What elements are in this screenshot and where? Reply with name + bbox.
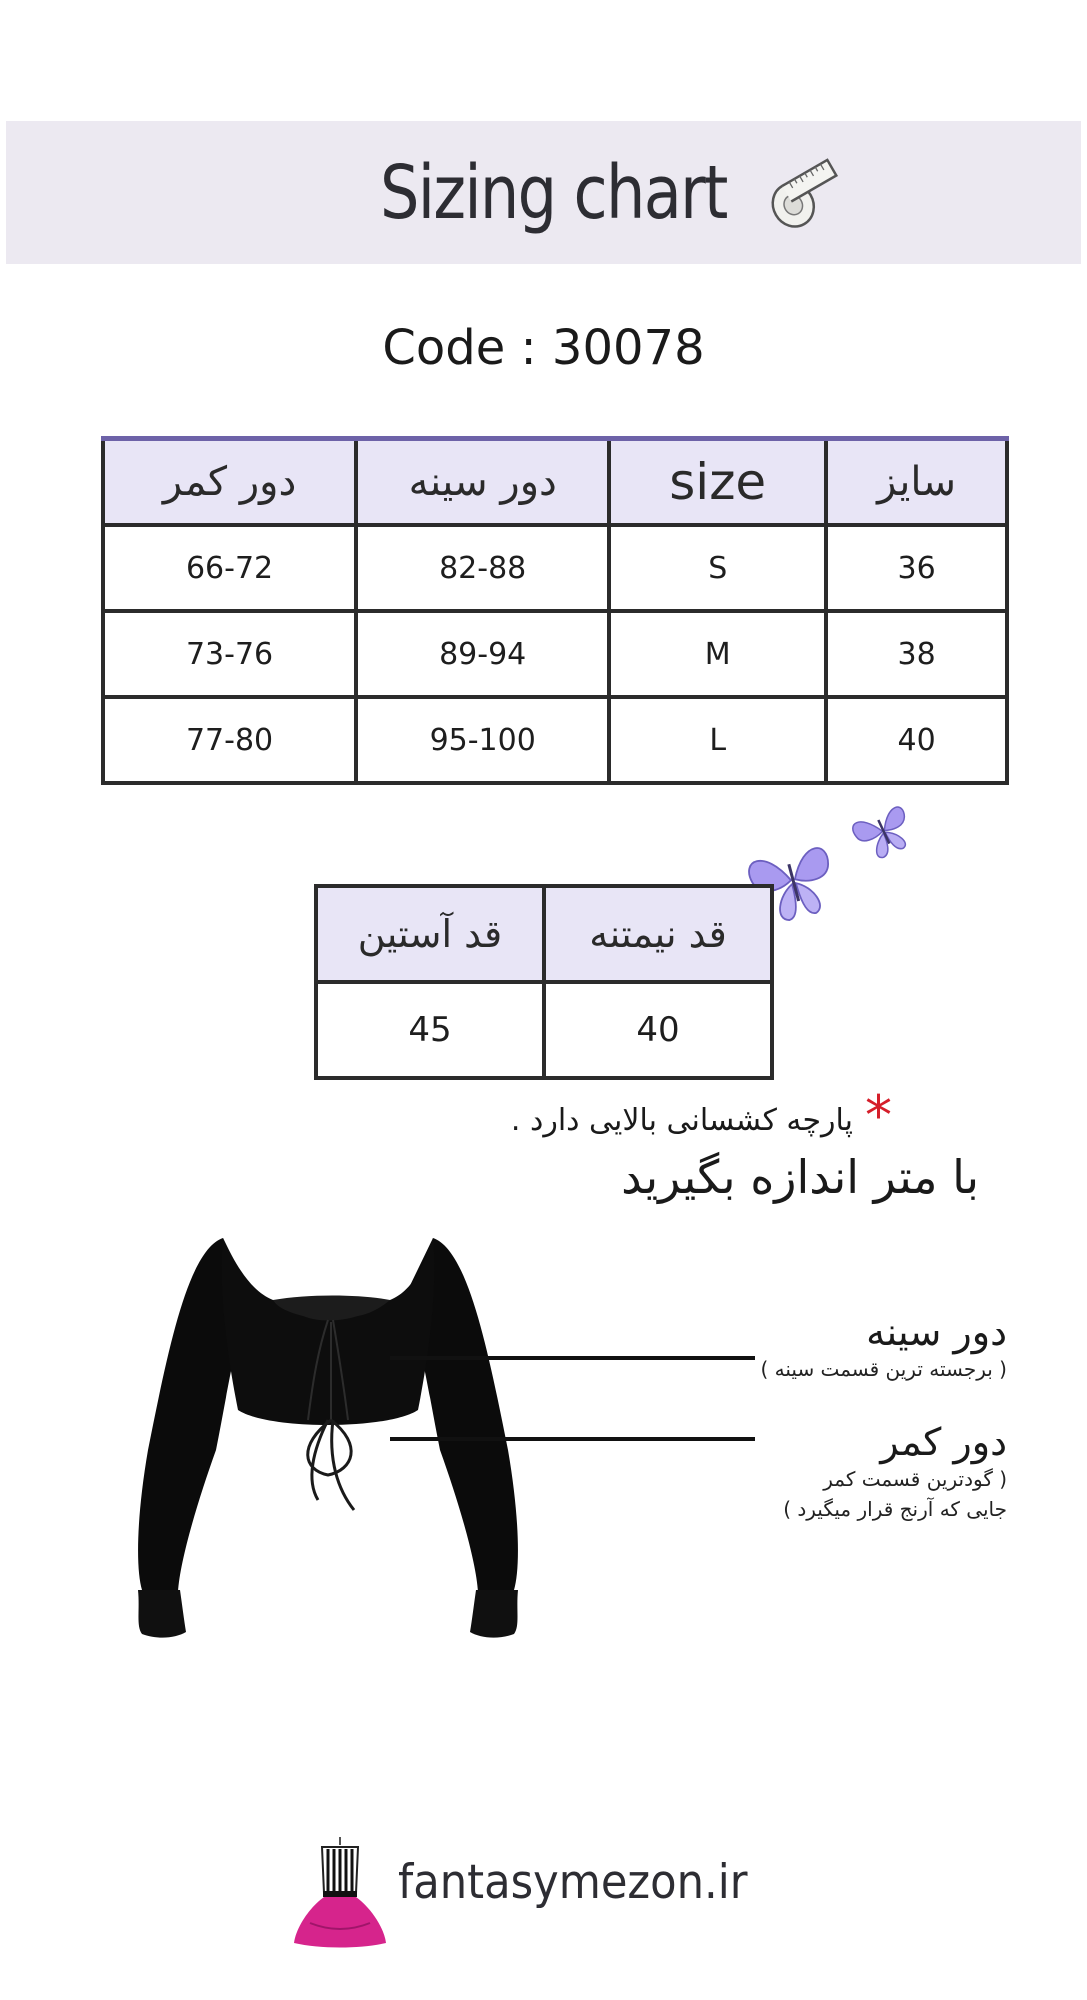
cell-chest: 89-94	[356, 611, 609, 697]
table-row	[103, 525, 1007, 611]
chest-line	[390, 1356, 755, 1360]
table-row	[103, 611, 1007, 697]
cell-size-number: 36	[826, 525, 1007, 611]
title-banner	[6, 121, 1081, 264]
brand-footer	[290, 1835, 750, 1950]
dress-logo-icon	[290, 1835, 390, 1950]
chest-hint: ( برجسته ترین قسمت سینه )	[760, 1357, 1007, 1381]
cell-size-letter: M	[609, 611, 826, 697]
butterfly-icon	[848, 795, 918, 865]
cell-size-letter: S	[609, 525, 826, 611]
brand-name: fantasymezon.ir	[398, 1855, 748, 1910]
chest-label-block	[760, 1310, 1007, 1384]
cell-chest: 82-88	[356, 525, 609, 611]
cell-size-number: 40	[826, 697, 1007, 783]
fabric-note-text: پارچه کشسانی بالایی دارد .	[510, 1103, 853, 1138]
waist-hint-line2: جایی که آرنج قرار میگیرد )	[783, 1497, 1007, 1521]
cell-size-letter: L	[609, 697, 826, 783]
cell-waist: 77-80	[103, 697, 356, 783]
size-table-header-row	[103, 439, 1007, 526]
table-row	[316, 982, 772, 1078]
waist-label-block	[783, 1420, 1007, 1524]
length-table	[314, 884, 774, 1080]
waist-hint-line1: ( گودترین قسمت کمر	[823, 1467, 1007, 1491]
header-sleeve-length: قد آستین	[316, 886, 544, 982]
asterisk: *	[865, 1084, 892, 1147]
page-title: Sizing chart	[380, 149, 727, 236]
cell-waist: 66-72	[103, 525, 356, 611]
cell-top-length: 40	[544, 982, 772, 1078]
fabric-note	[510, 1084, 892, 1153]
header-waist: دور کمر	[103, 439, 356, 526]
cell-size-number: 38	[826, 611, 1007, 697]
size-table	[101, 436, 1009, 785]
waist-label: دور کمر	[880, 1420, 1007, 1464]
length-table-header-row	[316, 886, 772, 982]
waist-line	[390, 1437, 755, 1441]
chest-label: دور سینه	[866, 1310, 1007, 1354]
header-chest: دور سینه	[356, 439, 609, 526]
cell-waist: 73-76	[103, 611, 356, 697]
product-code: Code : 30078	[382, 320, 705, 376]
cell-chest: 95-100	[356, 697, 609, 783]
header-size-en: size	[609, 439, 826, 526]
cell-sleeve-length: 45	[316, 982, 544, 1078]
header-top-length: قد نیمتنه	[544, 886, 772, 982]
measure-tip: با متر اندازه بگیرید	[621, 1150, 979, 1204]
header-size-fa: سایز	[826, 439, 1007, 526]
measuring-tape-icon	[761, 153, 851, 233]
table-row	[103, 697, 1007, 783]
